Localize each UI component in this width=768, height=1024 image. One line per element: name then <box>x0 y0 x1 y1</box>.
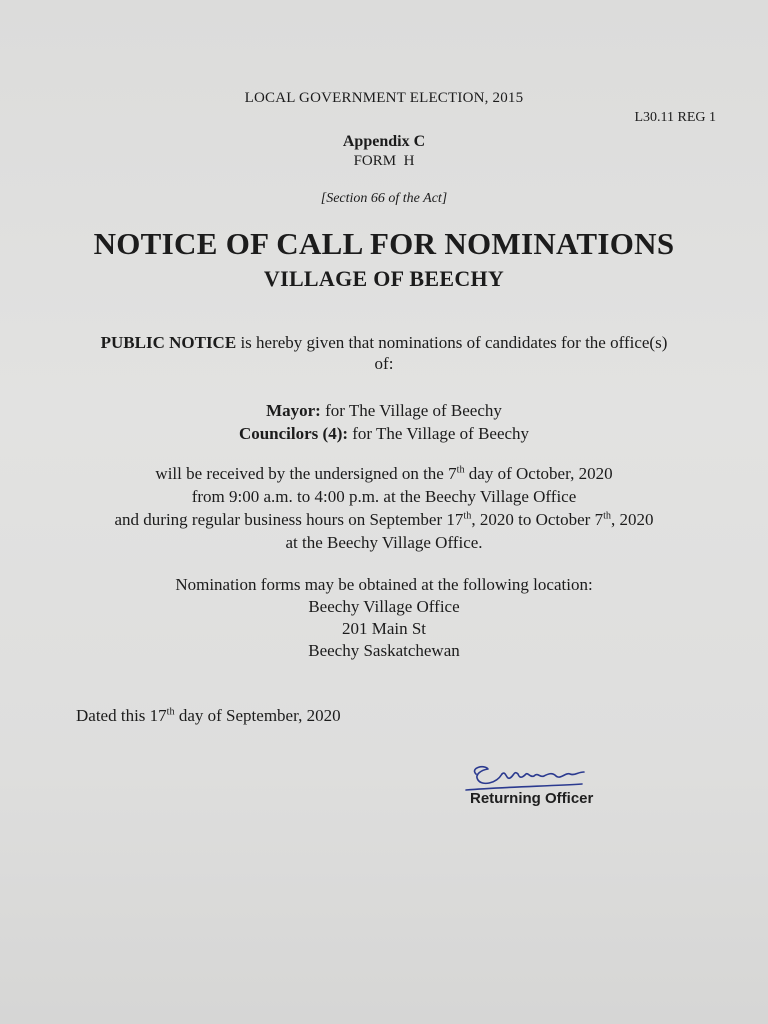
municipality-name: VILLAGE OF BEECHY <box>263 266 505 291</box>
location-line: Beechy Saskatchewan <box>308 641 460 660</box>
offices-list <box>0 399 768 445</box>
ordinal-suffix: th <box>603 510 612 522</box>
receipt-line-1 <box>0 462 768 485</box>
forms-location-block <box>0 574 768 662</box>
appendix-label: Appendix C <box>342 133 426 150</box>
dated-text: day of September, 2020 <box>174 706 341 725</box>
receipt-paragraph <box>0 462 768 554</box>
ordinal-suffix: th <box>463 510 472 522</box>
location-line: 201 Main St <box>341 619 427 638</box>
forms-location-intro: Nomination forms may be obtained at the following location: <box>175 575 593 594</box>
receipt-text: and during regular business hours on September 17 <box>114 510 464 529</box>
receipt-line-4: at the Beechy Village Office. <box>285 533 483 552</box>
form-label: FORM H <box>353 153 415 169</box>
ordinal-suffix: th <box>166 706 175 718</box>
office-label: Mayor: <box>266 401 321 420</box>
receipt-text: day of October, 2020 <box>464 464 613 483</box>
public-notice-line-1 <box>0 332 768 353</box>
dated-line <box>76 706 341 726</box>
office-text: for The Village of Beechy <box>320 401 502 420</box>
office-label: Councilors (4): <box>238 424 349 443</box>
location-line: Beechy Village Office <box>308 597 460 616</box>
office-mayor <box>0 399 768 422</box>
public-notice-line-2: of: <box>374 354 394 373</box>
regulation-number: L30.11 REG 1 <box>634 110 716 125</box>
public-notice-lead: PUBLIC NOTICE <box>100 333 237 352</box>
receipt-text: , 2020 to October 7 <box>471 510 604 529</box>
receipt-text: , 2020 <box>611 510 654 529</box>
election-title: LOCAL GOVERNMENT ELECTION, 2015 <box>244 90 524 106</box>
receipt-line-2: from 9:00 a.m. to 4:00 p.m. at the Beechy Village Office <box>191 487 577 506</box>
notice-title: NOTICE OF CALL FOR NOMINATIONS <box>93 226 675 261</box>
signature-block <box>462 760 622 810</box>
ordinal-suffix: th <box>456 464 465 476</box>
public-notice-paragraph <box>0 332 768 374</box>
dated-text: Dated this 17 <box>76 706 167 725</box>
public-notice-text: is hereby given that nominations of candidates for the office(s) <box>236 333 668 352</box>
section-reference: [Section 66 of the Act] <box>320 191 448 206</box>
office-text: for The Village of Beechy <box>348 424 530 443</box>
receipt-text: will be received by the undersigned on the 7 <box>155 464 457 483</box>
receipt-line-3 <box>0 508 768 531</box>
returning-officer-label: Returning Officer <box>470 790 594 807</box>
office-councilors <box>0 422 768 445</box>
